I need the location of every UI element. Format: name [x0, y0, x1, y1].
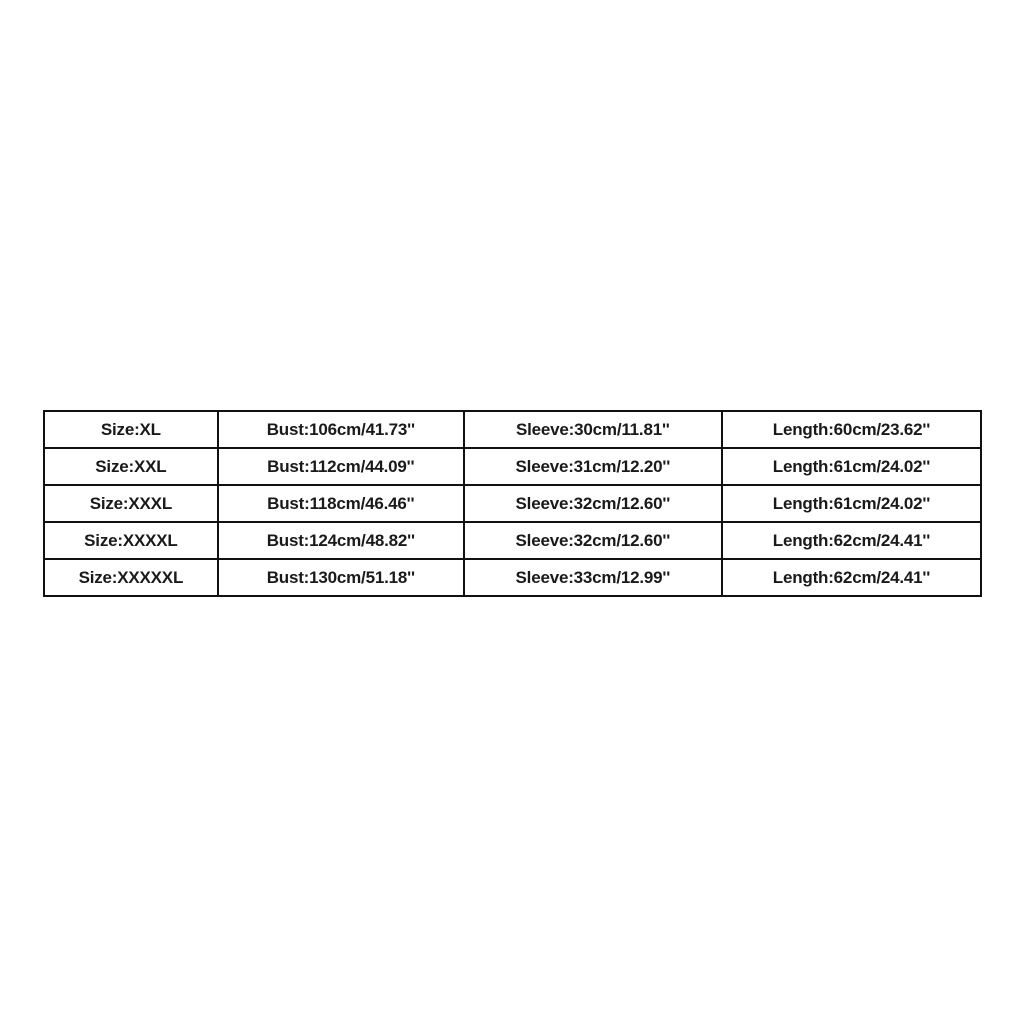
- size-cell: Size:XXXL: [44, 485, 218, 522]
- size-cell: Size:XXL: [44, 448, 218, 485]
- bust-cell: Bust:118cm/46.46'': [218, 485, 464, 522]
- bust-cell: Bust:124cm/48.82'': [218, 522, 464, 559]
- size-cell: Size:XL: [44, 411, 218, 448]
- length-cell: Length:61cm/24.02'': [722, 448, 981, 485]
- length-cell: Length:61cm/24.02'': [722, 485, 981, 522]
- sleeve-cell: Sleeve:33cm/12.99'': [464, 559, 722, 596]
- sleeve-cell: Sleeve:32cm/12.60'': [464, 485, 722, 522]
- table-row: [44, 559, 981, 596]
- sleeve-cell: Sleeve:31cm/12.20'': [464, 448, 722, 485]
- sleeve-cell: Sleeve:30cm/11.81'': [464, 411, 722, 448]
- size-cell: Size:XXXXXL: [44, 559, 218, 596]
- table-row: [44, 448, 981, 485]
- size-chart-table: [43, 410, 982, 597]
- bust-cell: Bust:112cm/44.09'': [218, 448, 464, 485]
- table-row: [44, 522, 981, 559]
- length-cell: Length:60cm/23.62'': [722, 411, 981, 448]
- length-cell: Length:62cm/24.41'': [722, 522, 981, 559]
- bust-cell: Bust:106cm/41.73'': [218, 411, 464, 448]
- size-cell: Size:XXXXL: [44, 522, 218, 559]
- table-row: [44, 411, 981, 448]
- length-cell: Length:62cm/24.41'': [722, 559, 981, 596]
- table-row: [44, 485, 981, 522]
- bust-cell: Bust:130cm/51.18'': [218, 559, 464, 596]
- sleeve-cell: Sleeve:32cm/12.60'': [464, 522, 722, 559]
